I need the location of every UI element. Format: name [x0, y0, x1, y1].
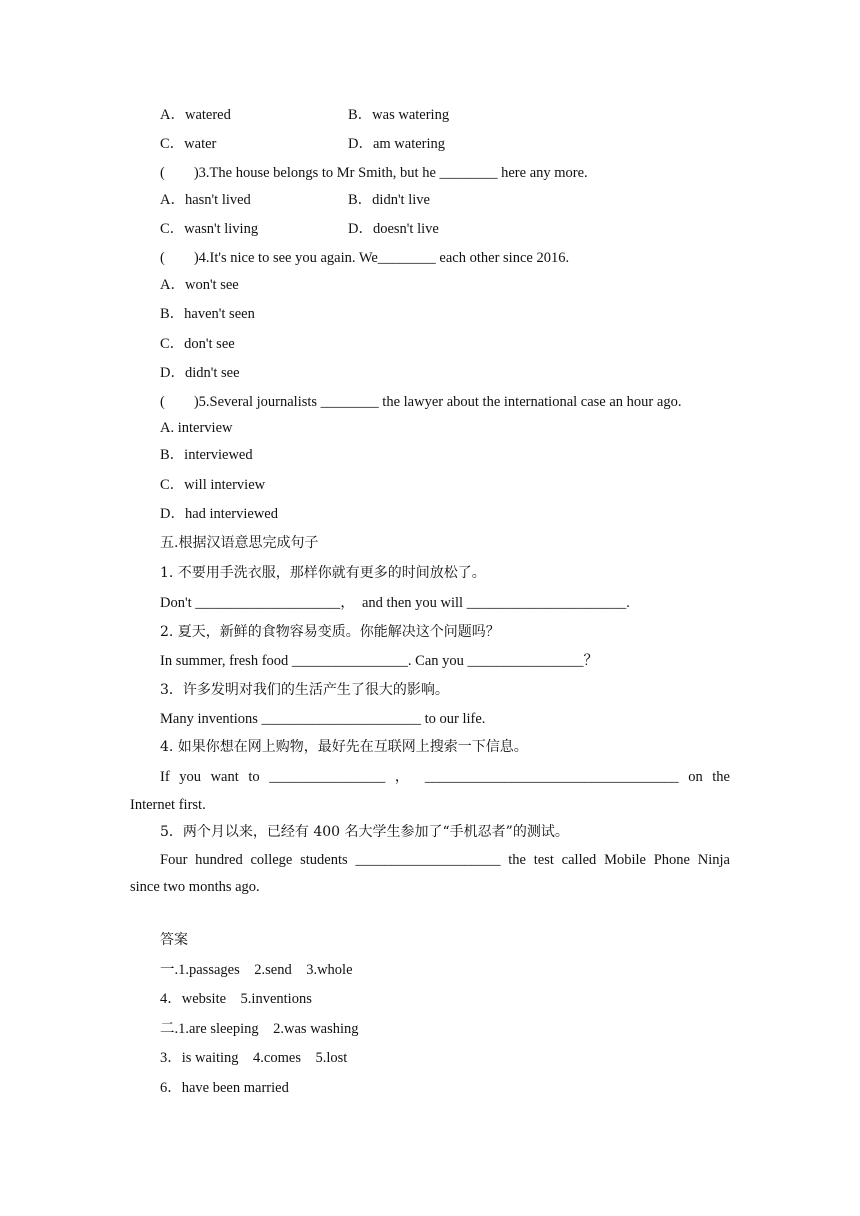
- q3-stem: ( )3.The house belongs to Mr Smith, but he ________ here any more.: [160, 165, 588, 181]
- q3-option-d: D．doesn't live: [348, 221, 439, 237]
- q2-option-d: D．am watering: [348, 136, 446, 152]
- sentence-4-chinese: 4. 如果你想在网上购物，最好先在互联网上搜索一下信息。: [160, 739, 528, 755]
- q4-option-a: A．won't see: [160, 277, 239, 293]
- q2-option-b: B．was watering: [348, 107, 450, 123]
- q4-option-d: D．didn't see: [160, 365, 240, 381]
- sentence-3-english: Many inventions ______________________ to our life.: [160, 711, 486, 727]
- sentence-2-chinese: 2. 夏天，新鲜的食物容易变质。你能解决这个问题吗？: [160, 624, 500, 640]
- sentence-1-chinese: 1. 不要用手洗衣服，那样你就有更多的时间放松了。: [160, 565, 486, 581]
- sentence-3-chinese: 3．许多发明对我们的生活产生了很大的影响。: [160, 682, 449, 698]
- sentence-2-english: In summer, fresh food ________________. Can you ________________？: [160, 653, 599, 669]
- sentence-5-chinese: 5．两个月以来，已经有 400 名大学生参加了“手机忍者”的测试。: [160, 824, 569, 840]
- sentence-4-english: If you want to ________________ ， ___________________________________ on the: [160, 769, 730, 785]
- q3-option-a: A．hasn't lived: [160, 192, 251, 208]
- q2-option-a: A．watered: [160, 107, 231, 123]
- answers-heading: 答案: [160, 932, 188, 948]
- answers-line-4: 3．is waiting 4.comes 5.lost: [160, 1050, 348, 1066]
- answers-line-1: 一.1.passages 2.send 3.whole: [160, 962, 353, 978]
- q4-option-b: B．haven't seen: [160, 306, 255, 322]
- q5-stem: ( )5.Several journalists ________ the lawyer about the international case an hour ago.: [160, 394, 682, 410]
- answers-line-5: 6．have been married: [160, 1080, 289, 1096]
- sentence-4-english-continued: Internet first.: [130, 797, 206, 813]
- sentence-5-english: Four hundred college students ____________________ the test called Mobile Phone Ninja: [160, 852, 730, 868]
- q4-stem: ( )4.It's nice to see you again. We________ each other since 2016.: [160, 250, 570, 266]
- q5-option-d: D．had interviewed: [160, 506, 278, 522]
- sentence-1-english: Don't ____________________， and then you will ______________________.: [160, 595, 630, 611]
- q2-option-c: C．water: [160, 136, 217, 152]
- q4-option-c: C．don't see: [160, 336, 235, 352]
- q5-option-a: A. interview: [160, 420, 233, 436]
- q5-option-c: C．will interview: [160, 477, 266, 493]
- q3-option-c: C．wasn't living: [160, 221, 259, 237]
- sentence-5-english-continued: since two months ago.: [130, 879, 260, 895]
- answers-line-2: 4．website 5.inventions: [160, 991, 312, 1007]
- q5-option-b: B．interviewed: [160, 447, 253, 463]
- section-five-heading: 五.根据汉语意思完成句子: [160, 535, 319, 551]
- answers-line-3: 二.1.are sleeping 2.was washing: [160, 1021, 359, 1037]
- q3-option-b: B．didn't live: [348, 192, 430, 208]
